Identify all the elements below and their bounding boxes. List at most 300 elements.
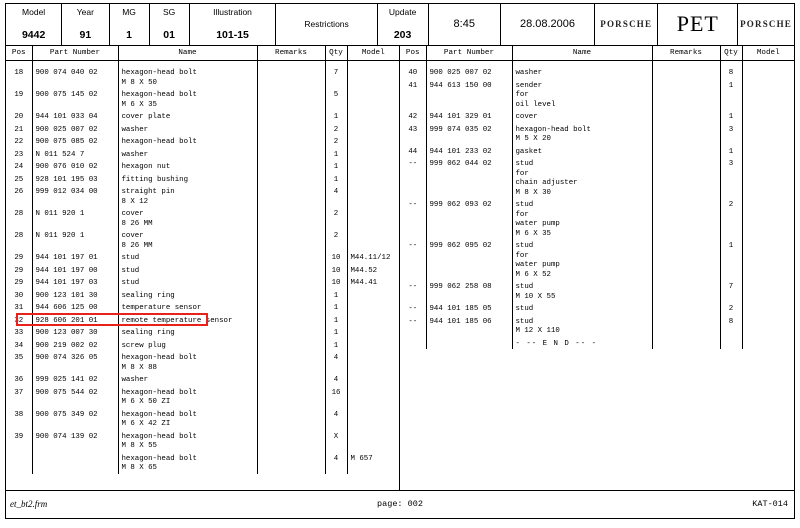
- cell-name-line: stud: [515, 201, 534, 209]
- cell-remarks: [257, 301, 325, 314]
- cell-part-number: 900 123 007 30: [32, 326, 118, 339]
- cell-remarks: [652, 315, 720, 337]
- header-value-year: 91: [79, 29, 92, 41]
- cell-name-line: fitting bushing: [121, 175, 189, 184]
- cell-pos: 41: [400, 79, 426, 111]
- highlight-box-row-32: [16, 313, 208, 327]
- cell-name-line: 8 26 MM: [121, 219, 153, 228]
- table-row[interactable]: [400, 110, 794, 123]
- cell-name-line: for: [515, 210, 529, 219]
- cell-part-number: 900 025 007 02: [426, 66, 512, 79]
- cell-name-line: hexagon-head bolt: [121, 432, 197, 441]
- cell-pos: 19: [6, 88, 32, 110]
- header-label-illustration: Illustration: [213, 7, 252, 17]
- cell-qty: [720, 337, 742, 350]
- header-field-time: [429, 4, 501, 45]
- cell-qty: 1: [720, 110, 742, 123]
- col-header-name: Name: [512, 46, 652, 61]
- header-label-restrictions: Restrictions: [304, 19, 349, 29]
- table-row[interactable]: [400, 337, 794, 350]
- cell-name: [118, 185, 257, 207]
- cell-remarks: [257, 264, 325, 277]
- cell-model: [347, 339, 399, 352]
- cell-qty: 1: [325, 326, 347, 339]
- col-header-model: Model: [742, 46, 794, 61]
- cell-pos: [6, 452, 32, 474]
- cell-qty: 1: [325, 148, 347, 161]
- cell-part-number: 944 101 185 06: [426, 315, 512, 337]
- parts-table-left-body: [6, 61, 399, 474]
- cell-name-line: hexagon-head bolt: [121, 69, 197, 77]
- cell-name-line: washer: [121, 376, 149, 384]
- cell-model: [347, 408, 399, 430]
- cell-part-number: 944 101 233 02: [426, 145, 512, 158]
- cell-pos: --: [400, 198, 426, 239]
- header-value-update: 203: [393, 29, 412, 41]
- cell-qty: 5: [325, 88, 347, 110]
- cell-pos: 42: [400, 110, 426, 123]
- cell-remarks: [257, 135, 325, 148]
- table-row[interactable]: [400, 79, 794, 111]
- header-label-mg: MG: [122, 7, 136, 17]
- cell-remarks: [257, 173, 325, 186]
- cell-name-line: stud: [121, 266, 140, 275]
- cell-pos: 26: [6, 185, 32, 207]
- cell-name-line: stud: [121, 279, 140, 287]
- cell-part-number: 900 075 544 02: [32, 386, 118, 408]
- cell-part-number: 944 101 197 00: [32, 264, 118, 277]
- table-row[interactable]: [6, 351, 399, 373]
- cell-qty: 1: [325, 173, 347, 186]
- cell-qty: 4: [325, 373, 347, 386]
- brand-logo-left: [595, 4, 658, 45]
- cell-part-number: 999 062 093 02: [426, 198, 512, 239]
- cell-part-number: [426, 337, 512, 350]
- cell-name: [118, 289, 257, 302]
- cell-name: [512, 157, 652, 198]
- cell-name: [118, 160, 257, 173]
- cell-part-number: 928 606 201 01: [32, 314, 118, 327]
- cell-name: [118, 276, 257, 289]
- cell-name: [118, 173, 257, 186]
- cell-qty: 2: [325, 229, 347, 251]
- cell-name-line: chain adjuster: [515, 179, 578, 187]
- cell-pos: 35: [6, 351, 32, 373]
- cell-name-line: M 8 X 30: [515, 188, 551, 197]
- cell-model: [347, 173, 399, 186]
- cell-qty: 2: [720, 198, 742, 239]
- header-field-mg: [110, 4, 150, 45]
- cell-name-line: hexagon-head bolt: [121, 91, 197, 99]
- cell-name: [118, 135, 257, 148]
- cell-name-line: hexagon-head bolt: [121, 138, 197, 146]
- header-label-update: Update: [388, 7, 417, 17]
- cell-pos: 18: [6, 66, 32, 88]
- header-field-illustration: [190, 4, 277, 45]
- cell-name-line: M 12 X 110: [515, 327, 560, 335]
- cell-part-number: 944 606 125 00: [32, 301, 118, 314]
- header-field-date: [501, 4, 595, 45]
- cell-name: [512, 280, 652, 302]
- cell-name-line: cover: [121, 210, 144, 218]
- cell-pos: 31: [6, 301, 32, 314]
- table-row[interactable]: [6, 207, 399, 229]
- table-row[interactable]: [400, 280, 794, 302]
- cell-remarks: [652, 337, 720, 350]
- table-row[interactable]: [400, 239, 794, 280]
- table-row[interactable]: [6, 408, 399, 430]
- cell-model: [347, 185, 399, 207]
- cell-model: [742, 110, 794, 123]
- header-value-time: 8:45: [453, 18, 475, 30]
- cell-pos: 40: [400, 66, 426, 79]
- cell-qty: 4: [325, 185, 347, 207]
- cell-model: [742, 337, 794, 350]
- cell-remarks: [257, 289, 325, 302]
- cell-pos: 29: [6, 251, 32, 264]
- cell-part-number: 900 074 040 02: [32, 66, 118, 88]
- cell-name-line: hexagon-head bolt: [121, 388, 197, 397]
- cell-name-line: washer: [515, 69, 543, 77]
- cell-remarks: [257, 452, 325, 474]
- table-row[interactable]: [6, 88, 399, 110]
- cell-qty: 4: [325, 408, 347, 430]
- cell-name-line: cover: [121, 232, 144, 240]
- col-header-qty: Qty: [720, 46, 742, 61]
- cell-part-number: N 011 524 7: [32, 148, 118, 161]
- cell-part-number: N 011 920 1: [32, 207, 118, 229]
- table-header-row: [6, 46, 399, 61]
- cell-name-line: M 8 X 65: [121, 464, 157, 472]
- col-header-remarks: Remarks: [257, 46, 325, 61]
- table-row[interactable]: [6, 326, 399, 339]
- cell-qty: 10: [325, 251, 347, 264]
- cell-pos: 37: [6, 386, 32, 408]
- cell-qty: 1: [325, 110, 347, 123]
- cell-name-line: sender: [515, 81, 543, 90]
- cell-name-line: water pump: [515, 261, 560, 269]
- parts-catalog-sheet: [5, 3, 795, 519]
- header-field-year: [62, 4, 109, 45]
- cell-model: [347, 289, 399, 302]
- cell-pos: 36: [6, 373, 32, 386]
- cell-pos: 43: [400, 123, 426, 145]
- cell-pos: 22: [6, 135, 32, 148]
- cell-remarks: [257, 251, 325, 264]
- cell-part-number: 944 101 329 01: [426, 110, 512, 123]
- col-header-qty: Qty: [325, 46, 347, 61]
- pet-text: PET: [676, 11, 719, 36]
- cell-remarks: [257, 88, 325, 110]
- cell-name: [512, 145, 652, 158]
- cell-name: [118, 430, 257, 452]
- cell-name: [118, 326, 257, 339]
- cell-name: [118, 386, 257, 408]
- table-row[interactable]: [6, 373, 399, 386]
- table-row[interactable]: [6, 289, 399, 302]
- cell-name-line: stud: [121, 254, 140, 262]
- cell-name-line: cover: [515, 113, 538, 121]
- cell-name-line: washer: [121, 125, 149, 134]
- cell-model: [347, 207, 399, 229]
- cell-model: [347, 110, 399, 123]
- table-row[interactable]: [6, 264, 399, 277]
- cell-qty: 8: [720, 66, 742, 79]
- table-row[interactable]: [400, 157, 794, 198]
- cell-pos: --: [400, 157, 426, 198]
- cell-remarks: [652, 110, 720, 123]
- cell-model: [347, 66, 399, 88]
- cell-name: [512, 198, 652, 239]
- table-row[interactable]: [6, 452, 399, 474]
- table-row[interactable]: [6, 123, 399, 136]
- footer-page-number: page: 002: [377, 499, 423, 509]
- cell-qty: 16: [325, 386, 347, 408]
- cell-pos: 32: [6, 314, 32, 327]
- cell-remarks: [257, 314, 325, 327]
- cell-remarks: [257, 207, 325, 229]
- cell-name-line: hexagon-head bolt: [121, 354, 197, 362]
- cell-remarks: [257, 351, 325, 373]
- cell-name: [118, 110, 257, 123]
- cell-name-line: M 6 X 35: [515, 229, 551, 238]
- cell-part-number: 900 074 139 02: [32, 430, 118, 452]
- table-row[interactable]: [400, 145, 794, 158]
- cell-remarks: [652, 66, 720, 79]
- cell-qty: 3: [720, 123, 742, 145]
- cell-name-line: stud: [515, 283, 534, 291]
- table-row[interactable]: [6, 251, 399, 264]
- cell-model: [347, 386, 399, 408]
- cell-part-number: 999 062 258 08: [426, 280, 512, 302]
- cell-name-line: sealing ring: [121, 291, 175, 300]
- cell-part-number: 999 062 095 02: [426, 239, 512, 280]
- header-value-model: 9442: [21, 29, 46, 41]
- header-field-update: [378, 4, 429, 45]
- cell-remarks: [652, 145, 720, 158]
- table-row[interactable]: [6, 135, 399, 148]
- cell-name-line: hexagon-head bolt: [121, 410, 197, 419]
- cell-name: [118, 408, 257, 430]
- cell-model: [742, 302, 794, 315]
- cell-part-number: N 011 920 1: [32, 229, 118, 251]
- table-row[interactable]: [400, 123, 794, 145]
- cell-model: M44.52: [350, 266, 378, 275]
- cell-part-number: 944 101 185 05: [426, 302, 512, 315]
- cell-name-line: M 6 X 50 ZI: [121, 398, 171, 406]
- cell-name-line: hexagon-head bolt: [121, 454, 197, 463]
- cell-pos: 28: [6, 207, 32, 229]
- cell-remarks: [652, 239, 720, 280]
- table-row[interactable]: [400, 315, 794, 337]
- table-row[interactable]: [6, 185, 399, 207]
- cell-name: [118, 207, 257, 229]
- header-value-illustration: 101-15: [216, 29, 249, 41]
- header-value-sg: 01: [163, 29, 175, 41]
- header-value-mg: 1: [126, 29, 132, 41]
- cell-qty: 2: [325, 135, 347, 148]
- cell-pos: 23: [6, 148, 32, 161]
- cell-pos: 28: [6, 229, 32, 251]
- parts-table-right-wrap: [400, 46, 794, 490]
- cell-remarks: [257, 185, 325, 207]
- parts-table-left-wrap: [6, 46, 400, 490]
- cell-pos: 39: [6, 430, 32, 452]
- cell-pos: --: [400, 315, 426, 337]
- cell-model: M44.41: [350, 279, 378, 287]
- cell-name-line: M 10 X 55: [515, 292, 556, 301]
- cell-name: [512, 302, 652, 315]
- cell-qty: X: [325, 430, 347, 452]
- cell-pos: [400, 337, 426, 350]
- cell-qty: 1: [720, 239, 742, 280]
- cell-qty: 10: [325, 264, 347, 277]
- cell-name-line: M 6 X 42 ZI: [121, 420, 171, 428]
- cell-name: [512, 239, 652, 280]
- cell-remarks: [652, 280, 720, 302]
- document-header: [6, 4, 794, 46]
- cell-name-line: screw plug: [121, 341, 166, 350]
- table-row[interactable]: [6, 276, 399, 289]
- cell-name-line: water pump: [515, 220, 560, 228]
- cell-part-number: 999 062 044 02: [426, 157, 512, 198]
- parts-table-right: [400, 46, 794, 349]
- cell-name-line: remote temperature sensor: [121, 316, 233, 325]
- cell-name-line: M 8 X 88: [121, 363, 157, 372]
- cell-qty: 2: [325, 207, 347, 229]
- table-row[interactable]: [6, 430, 399, 452]
- cell-part-number: 944 101 033 04: [32, 110, 118, 123]
- cell-model: [347, 326, 399, 339]
- cell-name-line: for: [515, 91, 529, 99]
- cell-part-number: [32, 452, 118, 474]
- cell-name-line: stud: [515, 317, 534, 326]
- parts-table-left: [6, 46, 399, 474]
- table-row[interactable]: [6, 160, 399, 173]
- cell-qty: 8: [720, 315, 742, 337]
- cell-model: [347, 135, 399, 148]
- cell-qty: 1: [325, 339, 347, 352]
- cell-model: [347, 88, 399, 110]
- header-label-year: Year: [76, 7, 94, 17]
- header-label-model: Model: [22, 7, 46, 17]
- table-row[interactable]: [400, 66, 794, 79]
- cell-part-number: 944 101 197 01: [32, 251, 118, 264]
- cell-part-number: 928 101 195 03: [32, 173, 118, 186]
- col-header-model: Model: [347, 46, 399, 61]
- cell-name: [118, 251, 257, 264]
- table-row[interactable]: [400, 302, 794, 315]
- col-header-part-number: Part Number: [426, 46, 512, 61]
- cell-name-line: cover plate: [121, 113, 171, 121]
- cell-model: [347, 148, 399, 161]
- cell-qty: 1: [325, 289, 347, 302]
- table-header-row: [400, 46, 794, 61]
- cell-pos: 33: [6, 326, 32, 339]
- cell-name: [118, 148, 257, 161]
- brand-logo-right: [738, 4, 794, 45]
- table-row[interactable]: [6, 110, 399, 123]
- table-row[interactable]: [6, 339, 399, 352]
- cell-name: [118, 351, 257, 373]
- cell-name-line: M 6 X 52: [515, 270, 551, 279]
- cell-remarks: [257, 110, 325, 123]
- brand-text-left: PORSCHE: [600, 19, 653, 29]
- cell-name-line: for: [515, 169, 529, 178]
- cell-pos: --: [400, 239, 426, 280]
- table-row[interactable]: [6, 229, 399, 251]
- cell-name-line: hexagon nut: [121, 163, 171, 171]
- cell-model: [347, 430, 399, 452]
- cell-model: [347, 301, 399, 314]
- cell-pos: 29: [6, 264, 32, 277]
- pet-title: [658, 4, 738, 45]
- cell-name-line: stud: [515, 242, 534, 250]
- header-field-restrictions: [276, 4, 377, 45]
- cell-remarks: [652, 157, 720, 198]
- cell-model: [347, 123, 399, 136]
- cell-qty: 3: [720, 157, 742, 198]
- cell-model: [347, 229, 399, 251]
- parts-table-right-body: [400, 61, 794, 350]
- cell-qty: 10: [325, 276, 347, 289]
- cell-name-line: temperature sensor: [121, 304, 202, 312]
- cell-name: [512, 123, 652, 145]
- cell-remarks: [257, 408, 325, 430]
- cell-pos: 21: [6, 123, 32, 136]
- cell-model: M 657: [350, 454, 373, 463]
- table-row[interactable]: [6, 173, 399, 186]
- cell-remarks: [257, 123, 325, 136]
- cell-name: [512, 66, 652, 79]
- cell-pos: 38: [6, 408, 32, 430]
- cell-name-line: M 8 X 55: [121, 442, 157, 450]
- cell-name-line: M 6 X 35: [121, 100, 157, 109]
- cell-name-line: stud: [515, 160, 534, 168]
- document-footer: [6, 492, 794, 518]
- cell-part-number: 900 075 145 02: [32, 88, 118, 110]
- cell-name-line: straight pin: [121, 188, 175, 196]
- cell-qty: 2: [720, 302, 742, 315]
- cell-part-number: 900 075 349 02: [32, 408, 118, 430]
- cell-remarks: [257, 276, 325, 289]
- cell-remarks: [652, 123, 720, 145]
- header-field-model: [6, 4, 62, 45]
- table-row[interactable]: [6, 148, 399, 161]
- table-row[interactable]: [6, 386, 399, 408]
- cell-model: [742, 315, 794, 337]
- cell-pos: 20: [6, 110, 32, 123]
- cell-qty: 1: [720, 145, 742, 158]
- col-header-remarks: Remarks: [652, 46, 720, 61]
- cell-part-number: 900 123 101 30: [32, 289, 118, 302]
- col-header-part-number: Part Number: [32, 46, 118, 61]
- cell-name: [512, 315, 652, 337]
- cell-name-line: M 8 X 50: [121, 78, 157, 87]
- cell-part-number: 999 012 034 00: [32, 185, 118, 207]
- cell-pos: 29: [6, 276, 32, 289]
- cell-name-line: gasket: [515, 147, 543, 156]
- cell-model: M44.11/12: [350, 254, 391, 262]
- cell-name-line: for: [515, 251, 529, 260]
- table-row[interactable]: [400, 198, 794, 239]
- cell-part-number: 944 613 150 00: [426, 79, 512, 111]
- table-row[interactable]: [6, 66, 399, 88]
- cell-name: [512, 79, 652, 111]
- cell-part-number: 900 076 010 02: [32, 160, 118, 173]
- cell-qty: 1: [720, 79, 742, 111]
- cell-model: [742, 239, 794, 280]
